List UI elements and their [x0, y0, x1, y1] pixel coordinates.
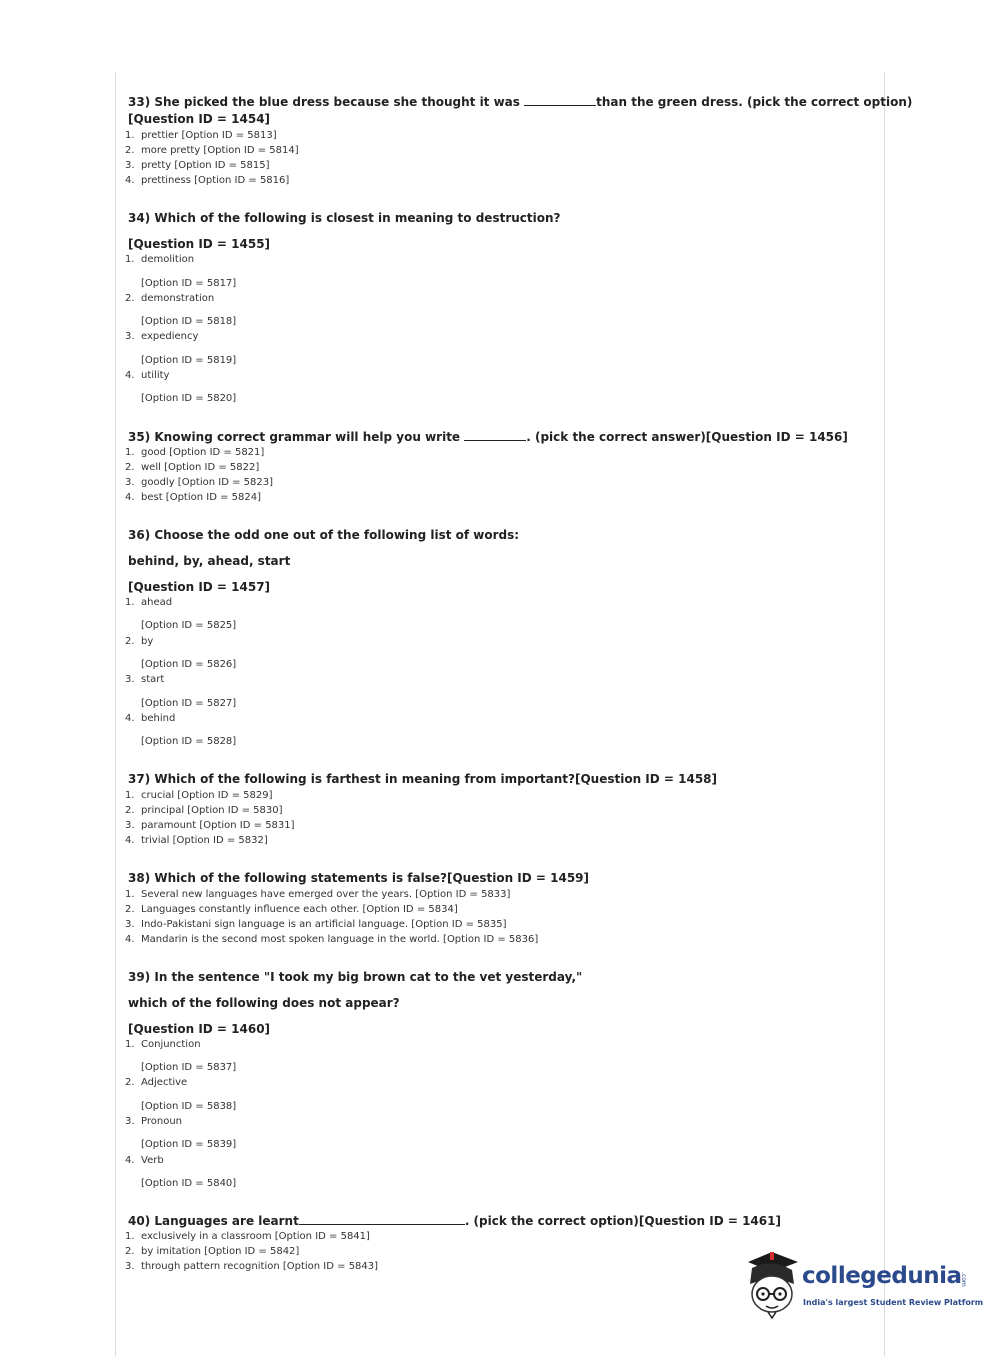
option: 4. Mandarin is the second most spoken language in the world. [Option ID = 5836] — [125, 934, 539, 945]
question-text: 36) Choose the odd one out of the following list of words: — [128, 528, 520, 542]
question-text: 39) In the sentence "I took my big brown cat to the vet yesterday," — [128, 970, 583, 984]
option: 2. by imitation [Option ID = 5842] — [125, 1246, 300, 1257]
option-id: [Option ID = 5826] — [141, 659, 237, 670]
option: 2. Adjective — [125, 1077, 188, 1088]
option: 1. Several new languages have emerged over the years. [Option ID = 5833] — [125, 889, 511, 900]
option-id: [Option ID = 5839] — [141, 1139, 237, 1150]
option: 3. start — [125, 674, 165, 685]
option: 4. Verb — [125, 1155, 164, 1166]
question-text: 33) She picked the blue dress because she thought it was than the green dress. (pick the correct option) — [128, 95, 913, 109]
option: 3. through pattern recognition [Option ID = 5843] — [125, 1261, 379, 1272]
option: 2. demonstration — [125, 293, 215, 304]
answer-blank — [464, 430, 526, 441]
option: 2. more pretty [Option ID = 5814] — [125, 145, 299, 156]
option: 1. exclusively in a classroom [Option ID = 5841] — [125, 1231, 370, 1242]
option: 2. well [Option ID = 5822] — [125, 462, 260, 473]
logo-tagline: India's largest Student Review Platform — [803, 1298, 984, 1307]
option: 2. Languages constantly influence each other. [Option ID = 5834] — [125, 904, 458, 915]
option: 3. goodly [Option ID = 5823] — [125, 477, 273, 488]
option: 3. paramount [Option ID = 5831] — [125, 820, 295, 831]
answer-blank — [299, 1214, 465, 1225]
option: 3. Pronoun — [125, 1116, 182, 1127]
page-border-right — [884, 72, 885, 1356]
option-id: [Option ID = 5838] — [141, 1101, 237, 1112]
option: 1. demolition — [125, 254, 195, 265]
option-id: [Option ID = 5820] — [141, 393, 237, 404]
question-text-continued: which of the following does not appear? — [128, 996, 400, 1010]
collegedunia-logo — [742, 1250, 984, 1320]
option: 2. by — [125, 636, 154, 647]
word-list: behind, by, ahead, start — [128, 554, 291, 568]
option-id: [Option ID = 5825] — [141, 620, 237, 631]
question-id: [Question ID = 1454] — [128, 112, 271, 126]
option: 3. expediency — [125, 331, 199, 342]
question-id: [Question ID = 1455] — [128, 237, 271, 251]
question-id: [Question ID = 1457] — [128, 580, 271, 594]
option-id: [Option ID = 5827] — [141, 698, 237, 709]
question-text: 34) Which of the following is closest in meaning to destruction? — [128, 211, 561, 225]
option: 1. crucial [Option ID = 5829] — [125, 790, 273, 801]
logo-wordmark: collegedunia — [802, 1263, 962, 1289]
option-id: [Option ID = 5828] — [141, 736, 237, 747]
page-border-left — [115, 72, 116, 1356]
question-text: 40) Languages are learnt . (pick the correct option)[Question ID = 1461] — [128, 1214, 781, 1228]
option-id: [Option ID = 5840] — [141, 1178, 237, 1189]
option-id: [Option ID = 5819] — [141, 355, 237, 366]
option: 4. prettiness [Option ID = 5816] — [125, 175, 290, 186]
option: 1. good [Option ID = 5821] — [125, 447, 265, 458]
option: 1. prettier [Option ID = 5813] — [125, 130, 277, 141]
option: 1. ahead — [125, 597, 173, 608]
option: 4. trivial [Option ID = 5832] — [125, 835, 268, 846]
option: 3. pretty [Option ID = 5815] — [125, 160, 270, 171]
option: 2. principal [Option ID = 5830] — [125, 805, 283, 816]
mascot-icon — [742, 1250, 804, 1320]
option-id: [Option ID = 5837] — [141, 1062, 237, 1073]
question-text: 37) Which of the following is farthest in meaning from important?[Question ID = 1458] — [128, 772, 718, 786]
option: 3. Indo-Pakistani sign language is an artificial language. [Option ID = 5835] — [125, 919, 507, 930]
option: 1. Conjunction — [125, 1039, 201, 1050]
option: 4. best [Option ID = 5824] — [125, 492, 261, 503]
answer-blank — [524, 95, 596, 106]
option-id: [Option ID = 5818] — [141, 316, 237, 327]
option: 4. utility — [125, 370, 170, 381]
question-text: 38) Which of the following statements is false?[Question ID = 1459] — [128, 871, 590, 885]
option: 4. behind — [125, 713, 176, 724]
question-id: [Question ID = 1460] — [128, 1022, 271, 1036]
logo-com: .com — [960, 1272, 967, 1287]
question-text: 35) Knowing correct grammar will help you write . (pick the correct answer)[Question ID = 1456] — [128, 430, 848, 444]
option-id: [Option ID = 5817] — [141, 278, 237, 289]
